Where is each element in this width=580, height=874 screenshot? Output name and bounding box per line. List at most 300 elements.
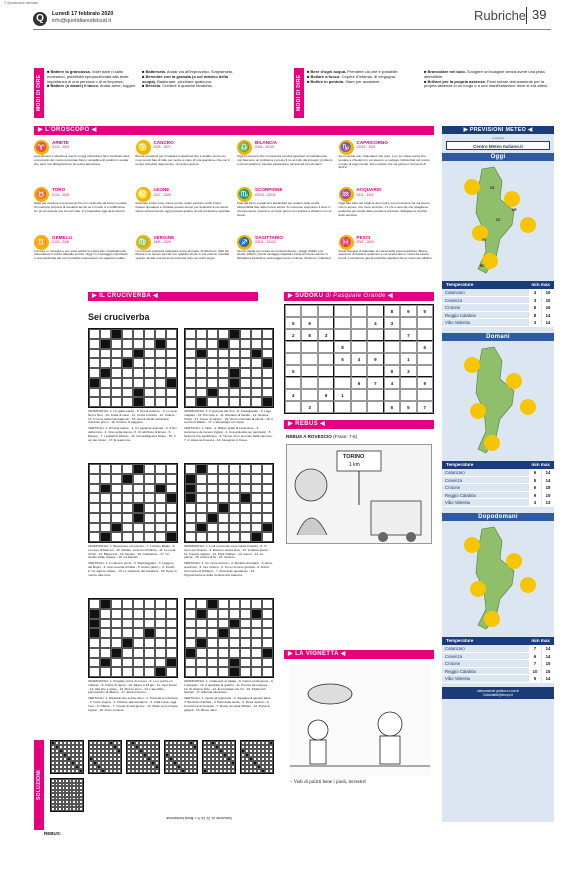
crossword-cell[interactable]: [155, 523, 166, 533]
sudoku-cell[interactable]: [384, 353, 400, 365]
crossword-cell[interactable]: [196, 368, 207, 378]
crossword-cell[interactable]: [144, 339, 155, 349]
crossword-cell[interactable]: [155, 609, 166, 619]
crossword-cell[interactable]: [240, 628, 251, 638]
crossword-cell[interactable]: [89, 397, 100, 407]
crossword-cell[interactable]: [251, 599, 262, 609]
crossword-cell[interactable]: [262, 484, 273, 494]
sudoku-cell[interactable]: [301, 305, 317, 317]
crossword-cell[interactable]: [262, 349, 273, 359]
sudoku-cell[interactable]: 5: [400, 401, 416, 413]
crossword-cell[interactable]: [155, 658, 166, 668]
sudoku-cell[interactable]: [334, 365, 350, 377]
crossword-cell[interactable]: [262, 599, 273, 609]
sudoku-cell[interactable]: [334, 377, 350, 389]
crossword-cell[interactable]: [111, 658, 122, 668]
crossword-cell[interactable]: [166, 503, 177, 513]
crossword-cell[interactable]: [218, 667, 229, 677]
sudoku-cell[interactable]: [351, 317, 367, 329]
crossword-cell[interactable]: [218, 464, 229, 474]
crossword-cell[interactable]: [229, 628, 240, 638]
crossword-cell[interactable]: [262, 638, 273, 648]
sudoku-cell[interactable]: 8: [301, 329, 317, 341]
crossword-cell[interactable]: [89, 513, 100, 523]
crossword-cell[interactable]: [262, 339, 273, 349]
sudoku-cell[interactable]: [367, 341, 383, 353]
crossword-cell[interactable]: [196, 378, 207, 388]
sudoku-cell[interactable]: [318, 317, 334, 329]
sudoku-cell[interactable]: [301, 353, 317, 365]
crossword-cell[interactable]: [144, 358, 155, 368]
crossword-cell[interactable]: [133, 378, 144, 388]
crossword-cell[interactable]: [100, 638, 111, 648]
crossword-cell[interactable]: [240, 638, 251, 648]
crossword-cell[interactable]: [218, 358, 229, 368]
sudoku-cell[interactable]: [334, 317, 350, 329]
sudoku-cell[interactable]: [367, 329, 383, 341]
crossword-cell[interactable]: [133, 523, 144, 533]
crossword-cell[interactable]: [133, 329, 144, 339]
crossword-cell[interactable]: [207, 493, 218, 503]
crossword-cell[interactable]: [155, 397, 166, 407]
crossword-cell[interactable]: [122, 619, 133, 629]
crossword-cell[interactable]: [89, 493, 100, 503]
crossword-cell[interactable]: [111, 619, 122, 629]
crossword-cell[interactable]: [207, 658, 218, 668]
sudoku-cell[interactable]: 9: [384, 365, 400, 377]
crossword-cell[interactable]: [155, 378, 166, 388]
sudoku-cell[interactable]: 9: [367, 353, 383, 365]
sudoku-cell[interactable]: [400, 341, 416, 353]
crossword-cell[interactable]: [144, 397, 155, 407]
crossword-cell[interactable]: [111, 397, 122, 407]
crossword-cell[interactable]: [251, 397, 262, 407]
crossword-cell[interactable]: [251, 388, 262, 398]
crossword-cell[interactable]: [166, 484, 177, 494]
crossword-cell[interactable]: [133, 599, 144, 609]
sudoku-cell[interactable]: [384, 389, 400, 401]
sudoku-cell[interactable]: [318, 353, 334, 365]
crossword-cell[interactable]: [240, 464, 251, 474]
crossword-cell[interactable]: [155, 358, 166, 368]
crossword-cell[interactable]: [185, 464, 196, 474]
crossword-cell[interactable]: [207, 349, 218, 359]
crossword-cell[interactable]: [166, 397, 177, 407]
crossword-cell[interactable]: [166, 523, 177, 533]
sudoku-cell[interactable]: [351, 305, 367, 317]
crossword-cell[interactable]: [262, 513, 273, 523]
crossword-cell[interactable]: [89, 484, 100, 494]
crossword-cell[interactable]: [196, 667, 207, 677]
crossword-cell[interactable]: [155, 532, 166, 542]
crossword-cell[interactable]: [218, 658, 229, 668]
sudoku-cell[interactable]: 7: [367, 377, 383, 389]
crossword-cell[interactable]: [240, 329, 251, 339]
crossword-cell[interactable]: [262, 474, 273, 484]
sudoku-cell[interactable]: [400, 317, 416, 329]
crossword-cell[interactable]: [240, 648, 251, 658]
sudoku-cell[interactable]: [318, 305, 334, 317]
crossword-cell[interactable]: [240, 619, 251, 629]
crossword-cell[interactable]: [133, 484, 144, 494]
crossword-cell[interactable]: [229, 484, 240, 494]
sudoku-cell[interactable]: 1: [400, 353, 416, 365]
crossword-cell[interactable]: [144, 523, 155, 533]
crossword-cell[interactable]: [218, 329, 229, 339]
crossword-cell[interactable]: [218, 609, 229, 619]
crossword-cell[interactable]: [155, 349, 166, 359]
crossword-cell[interactable]: [89, 648, 100, 658]
crossword-cell[interactable]: [166, 388, 177, 398]
crossword-cell[interactable]: [229, 638, 240, 648]
crossword-cell[interactable]: [185, 397, 196, 407]
crossword-cell[interactable]: [122, 523, 133, 533]
crossword-cell[interactable]: [133, 339, 144, 349]
crossword-cell[interactable]: [185, 532, 196, 542]
crossword-cell[interactable]: [155, 329, 166, 339]
crossword-cell[interactable]: [185, 658, 196, 668]
crossword-cell[interactable]: [240, 658, 251, 668]
crossword-cell[interactable]: [144, 599, 155, 609]
sudoku-cell[interactable]: 6: [417, 341, 433, 353]
crossword-cell[interactable]: [155, 493, 166, 503]
crossword-cell[interactable]: [111, 638, 122, 648]
crossword-cell[interactable]: [111, 513, 122, 523]
crossword-cell[interactable]: [218, 474, 229, 484]
crossword-cell[interactable]: [122, 397, 133, 407]
crossword-cell[interactable]: [133, 638, 144, 648]
crossword-cell[interactable]: [166, 667, 177, 677]
crossword-cell[interactable]: [166, 609, 177, 619]
crossword-cell[interactable]: [196, 339, 207, 349]
crossword-cell[interactable]: [229, 388, 240, 398]
crossword-cell[interactable]: [111, 378, 122, 388]
crossword-cell[interactable]: [89, 329, 100, 339]
crossword-cell[interactable]: [218, 349, 229, 359]
sudoku-cell[interactable]: [318, 365, 334, 377]
crossword-cell[interactable]: [229, 493, 240, 503]
crossword-cell[interactable]: [122, 329, 133, 339]
crossword-cell[interactable]: [89, 368, 100, 378]
crossword-cell[interactable]: [196, 358, 207, 368]
sudoku-cell[interactable]: [351, 401, 367, 413]
crossword-cell[interactable]: [100, 464, 111, 474]
crossword-cell[interactable]: [196, 503, 207, 513]
crossword-cell[interactable]: [262, 532, 273, 542]
sudoku-cell[interactable]: 7: [400, 329, 416, 341]
crossword-cell[interactable]: [207, 358, 218, 368]
crossword-cell[interactable]: [144, 493, 155, 503]
crossword-cell[interactable]: [111, 599, 122, 609]
crossword-cell[interactable]: [218, 368, 229, 378]
crossword-cell[interactable]: [218, 397, 229, 407]
sudoku-cell[interactable]: [400, 389, 416, 401]
crossword-cell[interactable]: [144, 532, 155, 542]
crossword-cell[interactable]: [196, 493, 207, 503]
crossword-cell[interactable]: [89, 358, 100, 368]
crossword-cell[interactable]: [144, 464, 155, 474]
sudoku-cell[interactable]: [417, 389, 433, 401]
crossword-cell[interactable]: [166, 513, 177, 523]
crossword-cell[interactable]: [185, 523, 196, 533]
crossword-cell[interactable]: [122, 484, 133, 494]
crossword-cell[interactable]: [262, 493, 273, 503]
crossword-cell[interactable]: [89, 667, 100, 677]
crossword-cell[interactable]: [111, 349, 122, 359]
sudoku-cell[interactable]: 3: [400, 365, 416, 377]
crossword-cell[interactable]: [100, 619, 111, 629]
crossword-cell[interactable]: [262, 378, 273, 388]
crossword-cell[interactable]: [207, 667, 218, 677]
crossword-cell[interactable]: [144, 378, 155, 388]
crossword-cell[interactable]: [166, 474, 177, 484]
crossword-cell[interactable]: [144, 329, 155, 339]
crossword-cell[interactable]: [155, 513, 166, 523]
sudoku-cell[interactable]: [301, 341, 317, 353]
crossword-cell[interactable]: [111, 628, 122, 638]
crossword-cell[interactable]: [133, 648, 144, 658]
crossword-cell[interactable]: [133, 532, 144, 542]
sudoku-cell[interactable]: [367, 389, 383, 401]
crossword-cell[interactable]: [196, 599, 207, 609]
crossword-cell[interactable]: [133, 493, 144, 503]
crossword-cell[interactable]: [251, 658, 262, 668]
sudoku-cell[interactable]: 7: [417, 401, 433, 413]
crossword-cell[interactable]: [262, 329, 273, 339]
crossword-cell[interactable]: [196, 513, 207, 523]
crossword-cell[interactable]: [207, 609, 218, 619]
crossword-cell[interactable]: [144, 513, 155, 523]
crossword-cell[interactable]: [89, 532, 100, 542]
crossword-cell[interactable]: [196, 474, 207, 484]
crossword-cell[interactable]: [218, 388, 229, 398]
crossword-cell[interactable]: [122, 464, 133, 474]
crossword-cell[interactable]: [251, 628, 262, 638]
crossword-cell[interactable]: [240, 532, 251, 542]
crossword-cell[interactable]: [111, 484, 122, 494]
crossword-cell[interactable]: [262, 619, 273, 629]
crossword-cell[interactable]: [144, 648, 155, 658]
crossword-cell[interactable]: [207, 339, 218, 349]
sudoku-cell[interactable]: 3: [384, 317, 400, 329]
crossword-cell[interactable]: [185, 599, 196, 609]
crossword-cell[interactable]: [155, 619, 166, 629]
sudoku-cell[interactable]: [318, 341, 334, 353]
crossword-cell[interactable]: [229, 349, 240, 359]
crossword-cell[interactable]: [111, 388, 122, 398]
crossword-cell[interactable]: [100, 628, 111, 638]
crossword-cell[interactable]: [122, 493, 133, 503]
sudoku-cell[interactable]: [384, 329, 400, 341]
crossword-cell[interactable]: [229, 339, 240, 349]
crossword-cell[interactable]: [155, 464, 166, 474]
sudoku-cell[interactable]: 9: [301, 317, 317, 329]
crossword-cell[interactable]: [133, 667, 144, 677]
crossword-cell[interactable]: [229, 397, 240, 407]
crossword-cell[interactable]: [185, 388, 196, 398]
crossword-cell[interactable]: [240, 368, 251, 378]
crossword-cell[interactable]: [166, 638, 177, 648]
crossword-cell[interactable]: [229, 532, 240, 542]
crossword-cell[interactable]: [229, 503, 240, 513]
crossword-cell[interactable]: [207, 532, 218, 542]
crossword-cell[interactable]: [122, 378, 133, 388]
crossword-cell[interactable]: [185, 368, 196, 378]
sudoku-cell[interactable]: [285, 401, 301, 413]
sudoku-cell[interactable]: [318, 377, 334, 389]
crossword-cell[interactable]: [218, 532, 229, 542]
crossword-cell[interactable]: [89, 474, 100, 484]
crossword-cell[interactable]: [144, 619, 155, 629]
crossword-cell[interactable]: [240, 358, 251, 368]
crossword-cell[interactable]: [262, 628, 273, 638]
crossword-cell[interactable]: [155, 628, 166, 638]
crossword-cell[interactable]: [100, 397, 111, 407]
crossword-cell[interactable]: [207, 619, 218, 629]
crossword-cell[interactable]: [196, 658, 207, 668]
crossword-cell[interactable]: [251, 638, 262, 648]
sudoku-cell[interactable]: 6: [384, 401, 400, 413]
crossword-cell[interactable]: [262, 503, 273, 513]
crossword-cell[interactable]: [144, 638, 155, 648]
sudoku-cell[interactable]: 3: [301, 401, 317, 413]
crossword-cell[interactable]: [229, 599, 240, 609]
crossword-cell[interactable]: [100, 523, 111, 533]
crossword-cell[interactable]: [240, 523, 251, 533]
crossword-cell[interactable]: [155, 368, 166, 378]
crossword-cell[interactable]: [122, 532, 133, 542]
crossword-cell[interactable]: [196, 532, 207, 542]
sudoku-cell[interactable]: 5: [285, 365, 301, 377]
crossword-cell[interactable]: [185, 609, 196, 619]
crossword-cell[interactable]: [89, 658, 100, 668]
crossword-cell[interactable]: [262, 368, 273, 378]
crossword-cell[interactable]: [144, 349, 155, 359]
crossword-cell[interactable]: [122, 368, 133, 378]
crossword-cell[interactable]: [122, 658, 133, 668]
crossword-cell[interactable]: [133, 628, 144, 638]
sudoku-cell[interactable]: [367, 401, 383, 413]
crossword-cell[interactable]: [218, 513, 229, 523]
crossword-cell[interactable]: [89, 464, 100, 474]
crossword-cell[interactable]: [122, 609, 133, 619]
sudoku-cell[interactable]: 6: [318, 389, 334, 401]
crossword-cell[interactable]: [240, 513, 251, 523]
crossword-cell[interactable]: [251, 484, 262, 494]
sudoku-cell[interactable]: [334, 401, 350, 413]
crossword-cell[interactable]: [196, 329, 207, 339]
sudoku-cell[interactable]: [285, 341, 301, 353]
crossword-cell[interactable]: [185, 628, 196, 638]
crossword-cell[interactable]: [111, 358, 122, 368]
crossword-cell[interactable]: [111, 532, 122, 542]
crossword-cell[interactable]: [166, 329, 177, 339]
sudoku-cell[interactable]: [334, 329, 350, 341]
crossword-cell[interactable]: [111, 339, 122, 349]
crossword-cell[interactable]: [218, 493, 229, 503]
crossword-cell[interactable]: [251, 339, 262, 349]
crossword-cell[interactable]: [262, 658, 273, 668]
crossword-cell[interactable]: [100, 493, 111, 503]
crossword-cell[interactable]: [100, 648, 111, 658]
crossword-cell[interactable]: [122, 349, 133, 359]
crossword-cell[interactable]: [155, 503, 166, 513]
crossword-cell[interactable]: [240, 397, 251, 407]
crossword-cell[interactable]: [218, 599, 229, 609]
crossword-cell[interactable]: [251, 474, 262, 484]
crossword-cell[interactable]: [100, 349, 111, 359]
crossword-cell[interactable]: [251, 493, 262, 503]
crossword-cell[interactable]: [251, 667, 262, 677]
crossword-cell[interactable]: [207, 523, 218, 533]
crossword-cell[interactable]: [111, 667, 122, 677]
sudoku-cell[interactable]: [285, 377, 301, 389]
crossword-cell[interactable]: [144, 658, 155, 668]
sudoku-cell[interactable]: 3: [318, 329, 334, 341]
crossword-cell[interactable]: [166, 368, 177, 378]
crossword-cell[interactable]: [166, 464, 177, 474]
sudoku-cell[interactable]: 4: [367, 317, 383, 329]
crossword-cell[interactable]: [251, 503, 262, 513]
sudoku-cell[interactable]: 1: [334, 389, 350, 401]
crossword-cell[interactable]: [111, 464, 122, 474]
crossword-cell[interactable]: [251, 648, 262, 658]
crossword-cell[interactable]: [229, 523, 240, 533]
crossword-cell[interactable]: [196, 388, 207, 398]
crossword-cell[interactable]: [229, 513, 240, 523]
crossword-cell[interactable]: [144, 474, 155, 484]
crossword-cell[interactable]: [89, 503, 100, 513]
crossword-cell[interactable]: [240, 667, 251, 677]
crossword-cell[interactable]: [144, 484, 155, 494]
sudoku-cell[interactable]: 5: [334, 353, 350, 365]
crossword-cell[interactable]: [207, 464, 218, 474]
crossword-cell[interactable]: [133, 474, 144, 484]
sudoku-cell[interactable]: [367, 365, 383, 377]
sudoku-cell[interactable]: 4: [351, 353, 367, 365]
crossword-cell[interactable]: [240, 609, 251, 619]
crossword-cell[interactable]: [166, 339, 177, 349]
crossword-cell[interactable]: [240, 378, 251, 388]
crossword-cell[interactable]: [240, 349, 251, 359]
crossword-cell[interactable]: [155, 648, 166, 658]
crossword-cell[interactable]: [89, 523, 100, 533]
sudoku-cell[interactable]: [351, 389, 367, 401]
sudoku-cell[interactable]: [334, 305, 350, 317]
crossword-cell[interactable]: [240, 599, 251, 609]
crossword-cell[interactable]: [218, 648, 229, 658]
sudoku-cell[interactable]: 2: [285, 329, 301, 341]
crossword-cell[interactable]: [166, 648, 177, 658]
crossword-cell[interactable]: [251, 378, 262, 388]
sudoku-cell[interactable]: [417, 365, 433, 377]
sudoku-cell[interactable]: [351, 329, 367, 341]
crossword-cell[interactable]: [122, 599, 133, 609]
crossword-cell[interactable]: [166, 628, 177, 638]
crossword-cell[interactable]: [218, 484, 229, 494]
sudoku-cell[interactable]: [351, 341, 367, 353]
sudoku-cell[interactable]: [285, 353, 301, 365]
crossword-cell[interactable]: [218, 523, 229, 533]
crossword-cell[interactable]: [185, 619, 196, 629]
sudoku-cell[interactable]: 5: [417, 305, 433, 317]
crossword-cell[interactable]: [229, 609, 240, 619]
crossword-cell[interactable]: [251, 464, 262, 474]
crossword-cell[interactable]: [166, 619, 177, 629]
crossword-cell[interactable]: [207, 329, 218, 339]
crossword-cell[interactable]: [111, 368, 122, 378]
crossword-cell[interactable]: [251, 523, 262, 533]
